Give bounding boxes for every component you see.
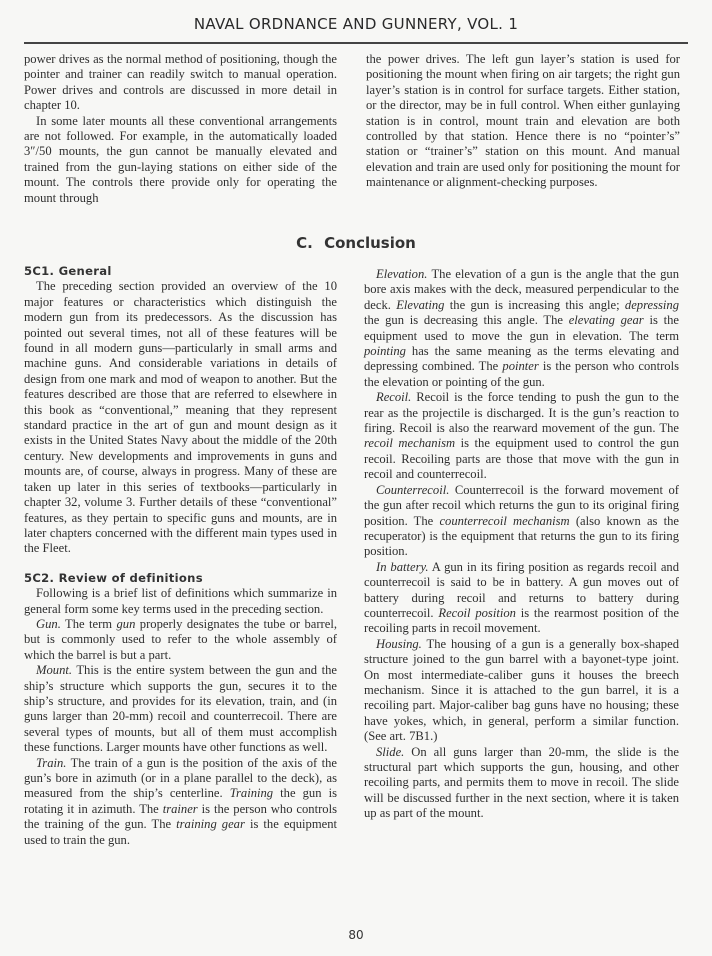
top-left-column	[24, 52, 337, 206]
definition-in-battery: In battery. A gun in its firing position as regards recoil and counterrecoil is said to be in battery. A gun moves out of battery during recoil and returns to battery during counterrecoil. Recoil position is the rearmost position of the recoiling parts in recoil movement.	[364, 559, 680, 636]
definition-train: Train. The train of a gun is the position of the axis of the gun’s bore in azimuth (or in a plane parallel to the deck), as measured from the ship’s centerline. Training the gun is rotating it in azimuth. The trainer is the person who controls the training of the gun. The training gear is the equipment used to train the gun.	[24, 755, 337, 847]
running-title: NAVAL ORDNANCE AND GUNNERY, VOL. 1	[193, 15, 519, 33]
header-rule	[24, 42, 688, 44]
definition-slide: Slide. On all guns larger than 20-mm, the slide is the structural part which supports the gun, housing, and other recoiling parts, and permits them to move in recoil. The slide will be discussed further in the next section, where it is taken up as part of the mount.	[364, 744, 679, 821]
paragraph-general: The preceding section provided an overview of the 10 major features or characteristics which distinguish the modern gun from its predecessors. As the discussion has pointed out several times, not all of these features will be found in all modern guns—particularly in small arms and machine guns. And considerable variations in details of design from one mark and mod of weapon to another. But the features described are those that are referred to elsewhere in this book as “conventional,” meaning that they represent standard practice in the art of gun and mount design as it exists in the United States Navy about the middle of the 20th century. New developments and improvements in guns and mounts are, of course, always in progress. Many of these are taken up later in this series of textbooks—particularly in chapter 32, volume 3. Further details of these “conventional” features, as they pertain to specific guns and mounts, are in later chapters concerned with the different main types used in the Fleet.	[24, 279, 337, 556]
term: Train.	[36, 755, 67, 770]
paragraph-intro: Following is a brief list of definitions which summarize in general form some key terms used in the preceding section.	[24, 586, 337, 616]
definition-gun: Gun. The term gun properly designates the tube or barrel, but is commonly used to refer to the whole assembly of which the barrel is but a part.	[24, 616, 337, 662]
definition-counterrecoil: Counterrecoil. Counterrecoil is the forward movement of the gun after recoil which returns the gun to its original firing position. The counterrecoil mechanism (also known as the recuperator) is the equipment that returns the gun to its firing position.	[364, 482, 679, 559]
page-number: 80	[348, 928, 364, 942]
term: Gun.	[36, 616, 61, 631]
lower-left-column	[24, 264, 337, 848]
term: Counterrecoil.	[376, 482, 450, 497]
definition-elevation: Elevation. The elevation of a gun is the angle that the gun bore axis makes with the deck, measured perpendicular to the deck. Elevating the gun is increasing this angle; depressing the gun is decreasing this angle. The elevating gear is the equipment used to move the gun in elevation. The term pointing has the same meaning as the terms elevating and depressing combined. The pointer is the person who controls the elevation or pointing of the gun.	[364, 267, 679, 389]
section-title: C. Conclusion	[296, 234, 416, 252]
term: Mount.	[36, 663, 73, 678]
lower-right-column	[364, 267, 679, 822]
term: Housing.	[376, 636, 422, 651]
term: Slide.	[376, 744, 405, 759]
paragraph: power drives as the normal method of positioning, though the pointer and trainer can readily switch to manual operation. Power drives and controls are discussed in more detail in chapter 10.	[24, 52, 337, 113]
definition-mount: Mount. This is the entire system between the gun and the ship’s structure which supports the gun, secures it to the ship’s structure, and provides for its elevation, train, and (in guns larger than 20-mm) recoil and counterrecoil. There are several types of mounts, but all of them must accomplish these functions. Larger mounts have other functions as well.	[24, 663, 337, 755]
paragraph: the power drives. The left gun layer’s station is used for positioning the mount when firing on air targets; the right gun layer’s station is in control for surface targets. Either station, or the director, may be in full control. When either gunlaying station is in control, mount train and elevation are both controlled by that station. Hence there is no “pointer’s” station or “trainer’s” station on this mount. And manual elevation and train are used only for positioning the mount for maintenance or alignment-checking purposes.	[366, 52, 680, 190]
term: In battery.	[376, 559, 429, 574]
term: Elevation.	[376, 267, 428, 281]
top-right-column	[366, 52, 680, 191]
term: Recoil.	[376, 390, 412, 405]
definition-housing: Housing. The housing of a gun is a generally box-shaped structure joined to the gun barrel with a bayonet-type joint. On most intermediate-caliber guns it houses the breech mechanism. Since it is attached to the gun barrel, it is a recoiling part. Major-caliber bag guns have no housing; these have yokes, which, in general, perform a similar function. (See art. 7B1.)	[364, 636, 679, 744]
subsection-heading-5c1: 5C1. General	[24, 264, 112, 278]
paragraph: In some later mounts all these conventional arrangements are not followed. For example, in the automatically loaded 3″/50 mounts, the gun cannot be manually elevated and trained from the gun-laying stations on either side of the mount. The controls there provide only for operating the mount through	[24, 113, 337, 205]
subsection-heading-5c2: 5C2. Review of definitions	[24, 570, 203, 585]
definition-recoil: Recoil. Recoil is the force tending to push the gun to the rear as the projectile is discharged. It is the gun’s reaction to firing. Recoil is also the rearward movement of the gun. The recoil mechanism is the equipment used to control the gun recoil. Recoiling parts are those that move with the gun in recoil and counterrecoil.	[364, 390, 680, 482]
page-header	[0, 14, 712, 33]
